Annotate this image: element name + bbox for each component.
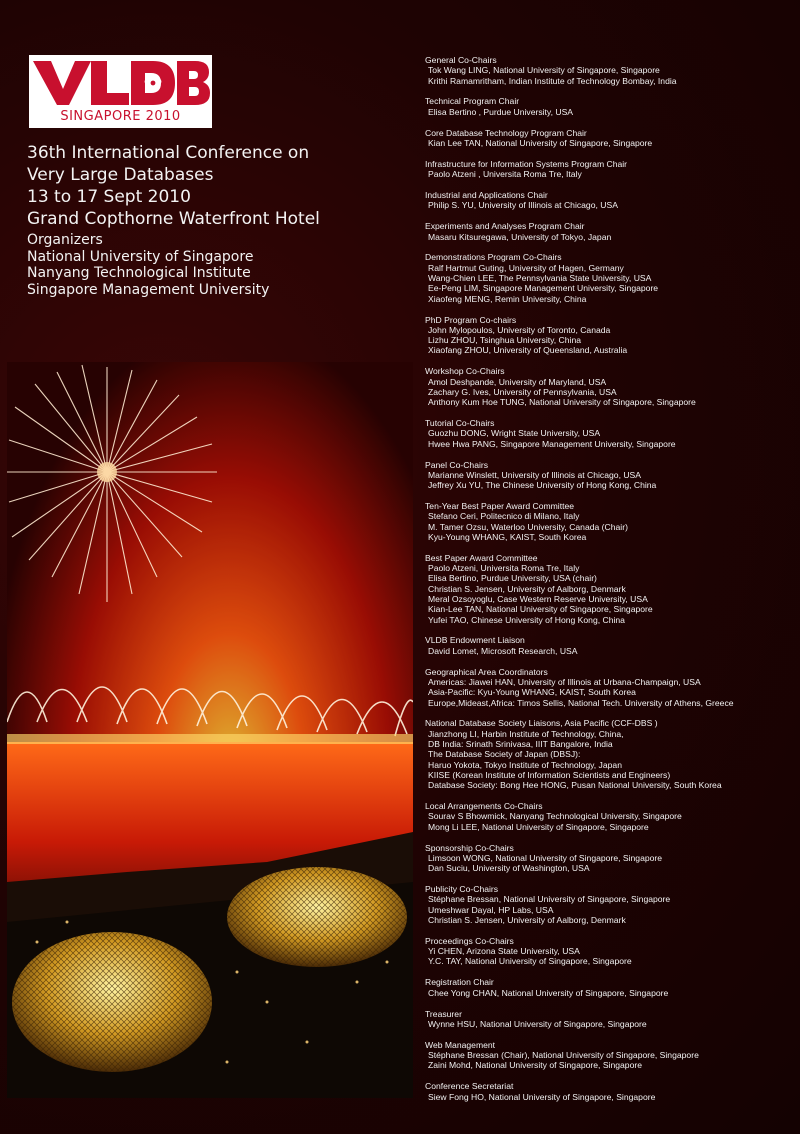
committee-section bbox=[425, 1009, 795, 1030]
committee-role-title: Registration Chair bbox=[425, 977, 494, 988]
committee-member: Stefano Ceri, Politecnico di Milano, Italy bbox=[428, 511, 580, 522]
committee-member: Ralf Hartmut Guting, University of Hagen, Germany bbox=[428, 262, 624, 273]
committee-member: Marianne Winslett, University of Illinois at Chicago, USA bbox=[428, 469, 642, 480]
committee-section bbox=[425, 96, 795, 117]
committee-member: The Database Society of Japan (DBSJ): bbox=[428, 749, 581, 760]
committee-section bbox=[425, 977, 795, 998]
committee-section bbox=[425, 159, 795, 180]
committee-role-title: Core Database Technology Program Chair bbox=[425, 127, 587, 138]
logo-city: SINGAPORE 2010 bbox=[60, 109, 181, 124]
conference-subtitle: Very Large Databases bbox=[27, 165, 214, 185]
committee-section bbox=[425, 936, 795, 967]
committee-section bbox=[425, 221, 795, 242]
committee-section bbox=[425, 418, 795, 449]
committee-member: Asia-Pacific: Kyu-Young WHANG, KAIST, South Korea bbox=[428, 687, 636, 698]
vldb-logo bbox=[29, 55, 212, 128]
committee-member: Paolo Atzeni, Universita Roma Tre, Italy bbox=[428, 563, 580, 574]
committee-member: Kian Lee TAN, National University of Singapore, Singapore bbox=[428, 137, 653, 148]
committee-member: Dan Suciu, University of Washington, USA bbox=[428, 863, 590, 874]
vldb-logo-mark bbox=[29, 55, 212, 111]
committee-section bbox=[425, 501, 795, 542]
organizer-item: Nanyang Technological Institute bbox=[27, 265, 251, 281]
organizers-heading: Organizers bbox=[27, 232, 103, 248]
committee-role-title: Workshop Co-Chairs bbox=[425, 366, 505, 377]
committee-member: Zaini Mohd, National University of Singapore, Singapore bbox=[428, 1060, 643, 1071]
committee-member: DB India: Srinath Srinivasa, IIIT Bangalore, India bbox=[428, 739, 613, 750]
committee-member: Elisa Bertino, Purdue University, USA (chair) bbox=[428, 573, 597, 584]
conference-info bbox=[27, 142, 397, 230]
committee-member: Siew Fong HO, National University of Singapore, Singapore bbox=[428, 1091, 656, 1102]
committee-member: Wang-Chien LEE, The Pennsylvania State University, USA bbox=[428, 273, 652, 284]
committee-role-title: National Database Society Liaisons, Asia Pacific (CCF-DBS ) bbox=[425, 718, 658, 729]
committee-role-title: PhD Program Co-chairs bbox=[425, 314, 517, 325]
committee-role-title: Proceedings Co-Chairs bbox=[425, 935, 514, 946]
committee-member: David Lomet, Microsoft Research, USA bbox=[428, 645, 578, 656]
conference-dates: 13 to 17 Sept 2010 bbox=[27, 187, 191, 207]
committee-section bbox=[425, 1040, 795, 1071]
committee-member: Y.C. TAY, National University of Singapore, Singapore bbox=[428, 956, 632, 967]
committee-member: Haruo Yokota, Tokyo Institute of Technology, Japan bbox=[428, 759, 622, 770]
committee-member: Jeffrey Xu YU, The Chinese University of Hong Kong, China bbox=[428, 480, 657, 491]
committee-member: Mong Li LEE, National University of Singapore, Singapore bbox=[428, 821, 649, 832]
committee-member: Yi CHEN, Arizona State University, USA bbox=[428, 946, 580, 957]
committee-member: Paolo Atzeni , Universita Roma Tre, Italy bbox=[428, 169, 582, 180]
committee-member: Xiaofeng MENG, Remin University, China bbox=[428, 293, 587, 304]
committee-section bbox=[425, 843, 795, 874]
committee-list bbox=[425, 55, 795, 1112]
committee-section bbox=[425, 553, 795, 625]
committee-member: Christian S. Jensen, University of Aalborg, Denmark bbox=[428, 914, 626, 925]
committee-member: Christian S. Jensen, University of Aalborg, Denmark bbox=[428, 583, 626, 594]
committee-role-title: Experiments and Analyses Program Chair bbox=[425, 221, 585, 232]
committee-member: Amol Deshpande, University of Maryland, USA bbox=[428, 376, 607, 387]
committee-role-title: Geographical Area Coordinators bbox=[425, 666, 548, 677]
committee-member: Limsoon WONG, National University of Singapore, Singapore bbox=[428, 852, 663, 863]
committee-section bbox=[425, 884, 795, 925]
committee-role-title: Demonstrations Program Co-Chairs bbox=[425, 252, 562, 263]
committee-role-title: Sponsorship Co-Chairs bbox=[425, 842, 514, 853]
committee-role-title: VLDB Endowment Liaison bbox=[425, 635, 525, 646]
committee-member: Jianzhong LI, Harbin Institute of Technology, China, bbox=[428, 728, 624, 739]
committee-role-title: Best Paper Award Committee bbox=[425, 552, 538, 563]
conference-title: 36th International Conference on bbox=[27, 143, 310, 163]
committee-member: M. Tamer Ozsu, Waterloo University, Canada (Chair) bbox=[428, 521, 628, 532]
committee-role-title: Web Management bbox=[425, 1039, 496, 1050]
committee-member: Umeshwar Dayal, HP Labs, USA bbox=[428, 904, 554, 915]
committee-role-title: Infrastructure for Information Systems Program Chair bbox=[425, 158, 628, 169]
organizer-item: National University of Singapore bbox=[27, 248, 254, 265]
committee-member: Stéphane Bressan (Chair), National University of Singapore, Singapore bbox=[428, 1050, 699, 1061]
committee-member: Xiaofang ZHOU, University of Queensland, Australia bbox=[428, 345, 628, 356]
committee-member: Philip S. YU, University of Illinois at Chicago, USA bbox=[428, 200, 618, 211]
committee-section bbox=[425, 55, 795, 86]
committee-member: Anthony Kum Hoe TUNG, National University of Singapore, Singapore bbox=[428, 397, 696, 408]
committee-member: Chee Yong CHAN, National University of Singapore, Singapore bbox=[428, 987, 669, 998]
committee-section bbox=[425, 366, 795, 407]
committee-section bbox=[425, 801, 795, 832]
committee-role-title: General Co-Chairs bbox=[425, 55, 497, 65]
committee-role-title: Tutorial Co-Chairs bbox=[425, 418, 495, 429]
committee-role-title: Local Arrangements Co-Chairs bbox=[425, 801, 543, 812]
committee-member: Hwee Hwa PANG, Singapore Management University, Singapore bbox=[428, 438, 676, 449]
committee-member: Tok Wang LING, National University of Singapore, Singapore bbox=[428, 65, 660, 76]
committee-role-title: Technical Program Chair bbox=[425, 96, 520, 107]
committee-member: Stéphane Bressan, National University of Singapore, Singapore bbox=[428, 894, 671, 905]
committee-member: Ee-Peng LIM, Singapore Management University, Singapore bbox=[428, 283, 659, 294]
committee-member: Elisa Bertino , Purdue University, USA bbox=[428, 106, 574, 117]
committee-member: Krithi Ramamritham, Indian Institute of Technology Bombay, India bbox=[428, 75, 677, 86]
committee-member: Guozhu DONG, Wright State University, USA bbox=[428, 428, 601, 439]
committee-member: Meral Ozsoyoglu, Case Western Reserve University, USA bbox=[428, 594, 648, 604]
committee-role-title: Publicity Co-Chairs bbox=[425, 884, 499, 895]
committee-section bbox=[425, 1081, 795, 1102]
committee-section bbox=[425, 190, 795, 211]
committee-role-title: Panel Co-Chairs bbox=[425, 459, 489, 470]
committee-member: Kyu-Young WHANG, KAIST, South Korea bbox=[428, 531, 587, 542]
committee-member: KIISE (Korean Institute of Information Scientists and Engineers) bbox=[428, 769, 671, 780]
committee-member: Yufei TAO, Chinese University of Hong Kong, China bbox=[428, 614, 625, 625]
committee-role-title: Industrial and Applications Chair bbox=[425, 190, 548, 201]
committee-member: Database Society: Bong Hee HONG, Pusan National University, South Korea bbox=[428, 780, 722, 791]
committee-member: Sourav S Bhowmick, Nanyang Technological University, Singapore bbox=[428, 811, 682, 822]
committee-section bbox=[425, 667, 795, 708]
committee-section bbox=[425, 635, 795, 656]
committee-role-title: Treasurer bbox=[425, 1008, 462, 1019]
committee-section bbox=[425, 460, 795, 491]
organizers bbox=[27, 232, 397, 298]
committee-member: Americas: Jiawei HAN, University of Illinois at Urbana-Champaign, USA bbox=[428, 676, 701, 687]
committee-section bbox=[425, 315, 795, 356]
committee-role-title: Ten-Year Best Paper Award Committee bbox=[425, 501, 575, 512]
committee-section bbox=[425, 718, 795, 790]
committee-member: Kian-Lee TAN, National University of Singapore, Singapore bbox=[428, 604, 653, 615]
committee-member: Masaru Kitsuregawa, University of Tokyo, Japan bbox=[428, 231, 612, 242]
committee-section bbox=[425, 252, 795, 303]
committee-section bbox=[425, 128, 795, 149]
committee-member: Wynne HSU, National University of Singapore, Singapore bbox=[428, 1018, 647, 1029]
committee-member: Zachary G. Ives, University of Pennsylvania, USA bbox=[428, 386, 617, 397]
committee-member: Lizhu ZHOU, Tsinghua University, China bbox=[428, 335, 581, 346]
committee-member: John Mylopoulos, University of Toronto, Canada bbox=[428, 324, 611, 335]
fireworks-photo bbox=[7, 362, 413, 1098]
conference-venue: Grand Copthorne Waterfront Hotel bbox=[27, 209, 320, 229]
committee-member: Europe,Mideast,Africa: Timos Sellis, National Tech. University of Athens, Greece bbox=[428, 697, 734, 708]
committee-role-title: Conference Secretariat bbox=[425, 1081, 514, 1092]
organizer-item: Singapore Management University bbox=[27, 281, 270, 298]
